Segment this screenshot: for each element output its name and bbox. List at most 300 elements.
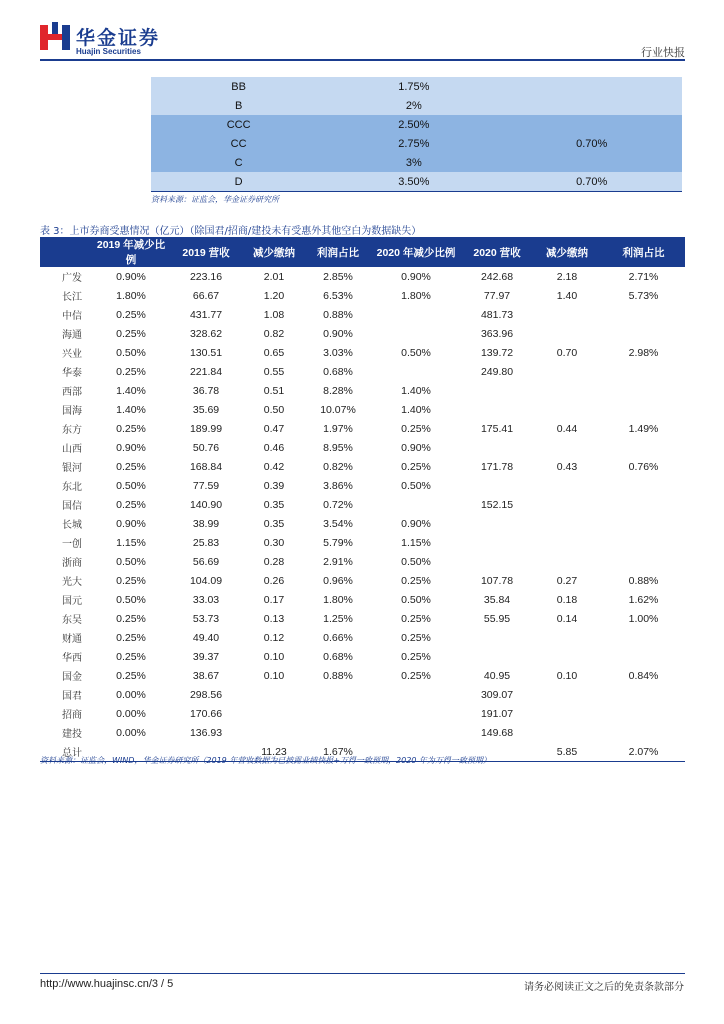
table-cell [602,685,685,704]
rating-row [151,115,682,134]
column-header: 2020 年减少比例 [370,237,462,267]
table-cell: 0.14 [556,612,578,625]
table-cell: 363.96 [480,327,514,340]
table-cell: 0.70 [556,346,578,359]
table-cell: 242.68 [480,270,514,283]
table-cell: 0.00% [116,707,146,720]
table-cell: 0.27 [556,574,578,587]
table-cell: 0.50% [116,346,146,359]
table-cell [602,305,685,324]
table-cell: 8.95% [323,441,353,454]
table-cell [602,723,685,742]
table-cell: 0.43 [556,460,578,473]
broker-name-cell: 总计 [40,742,92,762]
huajin-logo-icon [40,22,70,52]
table-cell [602,362,685,381]
table-cell: 2.01 [263,270,285,283]
table-cell: 0.28 [263,555,285,568]
table-cell: 38.99 [192,517,220,530]
table-row [40,267,685,286]
table-cell: 2.07% [602,742,685,762]
broker-name-cell: 中信 [62,311,82,322]
table-cell [306,723,370,742]
table-cell: 8.28% [323,384,353,397]
table-cell [370,495,462,514]
table-cell: 149.68 [480,726,514,739]
table-row [40,343,685,362]
rating-grade-cell: BB [151,77,326,96]
table-cell: 53.73 [192,612,220,625]
rating-grade-cell: CCC [151,115,326,134]
table-cell: 0.50 [263,403,285,416]
table-cell: 0.25% [116,460,146,473]
table-cell: 1.80% [116,289,146,302]
logo-english-name: Huajin Securities [76,47,141,56]
table-row [40,609,685,628]
table-cell: 0.46 [263,441,285,454]
broker-name-cell: 国君 [62,691,82,702]
table-row [40,666,685,685]
table-cell: 0.65 [263,346,285,359]
table-cell: 0.50% [116,479,146,492]
table-cell: 0.50% [116,555,146,568]
table-cell: 136.93 [189,726,223,739]
rating-row [151,153,682,172]
table-cell: 168.84 [189,460,223,473]
table-cell: 0.47 [263,422,285,435]
table-cell: 0.82% [323,460,353,473]
table-cell [602,552,685,571]
broker-name-cell: 国海 [62,406,82,417]
table-cell: 175.41 [480,422,514,435]
table-cell: 0.90% [401,517,431,530]
broker-name-cell: 长江 [62,292,82,303]
broker-name-cell: 东北 [62,482,82,493]
table-cell [532,514,602,533]
table-cell: 0.35 [263,517,285,530]
table-cell: 50.76 [192,441,220,454]
table-cell: 0.26 [263,574,285,587]
table-cell: 0.18 [556,593,578,606]
table-cell: 77.59 [192,479,220,492]
table-cell: 38.67 [192,669,220,682]
table-cell: 2.98% [628,346,659,359]
table-cell: 77.97 [483,289,511,302]
rating-extra-cell [501,153,682,172]
table-cell: 39.37 [192,650,220,663]
broker-name-cell: 国信 [62,501,82,512]
rating-extra-cell [501,96,682,115]
table-cell: 0.25% [401,574,431,587]
table-cell: 0.00% [116,688,146,701]
table-cell [602,495,685,514]
table-cell: 0.12 [263,631,285,644]
column-header: 2020 营收 [462,237,532,267]
table-cell [370,362,462,381]
table-row [40,495,685,514]
table-cell: 0.25% [116,498,146,511]
rating-grade-cell: C [151,153,326,172]
table-row [40,438,685,457]
table-cell [462,476,532,495]
table-cell [532,362,602,381]
table-cell: 0.42 [263,460,285,473]
broker-name-cell: 长城 [62,520,82,531]
table-cell: 0.66% [323,631,353,644]
section-label: 行业快报 [641,46,685,59]
table-cell: 66.67 [192,289,220,302]
table-cell [370,685,462,704]
table-cell: 2.71% [628,270,659,283]
table-cell [242,723,306,742]
broker-name-cell: 兴业 [62,349,82,360]
table-cell [532,438,602,457]
table-cell: 0.51 [263,384,285,397]
table-cell: 1.40 [556,289,578,302]
table-cell: 11.23 [242,742,306,762]
table-cell [532,495,602,514]
logo-chinese-name: 华金证券 [76,27,161,49]
table-cell: 0.55 [263,365,285,378]
table-cell: 107.78 [480,574,514,587]
table-cell: 3.03% [323,346,353,359]
table-cell [306,685,370,704]
rating-grade-cell: D [151,172,326,192]
table-cell: 0.68% [323,650,353,663]
table-cell: 10.07% [320,403,356,416]
table-cell: 1.25% [323,612,353,625]
table-cell [306,704,370,723]
table-cell [370,704,462,723]
table-row [40,704,685,723]
broker-name-cell: 招商 [62,710,82,721]
table-cell: 0.10 [263,669,285,682]
table-cell: 1.80% [401,289,431,302]
table-cell: 0.25% [401,460,431,473]
table-cell [602,438,685,457]
table-cell: 0.25% [116,612,146,625]
table-row [40,514,685,533]
table-cell: 0.30 [263,536,285,549]
rating-row [151,134,682,153]
table-cell [462,533,532,552]
table-cell: 5.85 [532,742,602,762]
table-row [40,381,685,400]
page-header [40,22,685,60]
table-cell: 298.56 [189,688,223,701]
table-row [40,305,685,324]
table-cell: 3.54% [323,517,353,530]
table-cell: 1.15% [401,536,431,549]
rating-extra-cell: 0.70% [501,172,682,192]
table-cell: 0.17 [263,593,285,606]
table-cell: 431.77 [189,308,223,321]
table-cell: 0.50% [401,593,431,606]
table-cell: 0.90% [401,270,431,283]
table-cell: 0.90% [116,270,146,283]
table3-source: 资料来源：证监会，WIND，华金证券研究所（2019 年营收数据为已披露业绩快报+万得一致预期，2020 年为万得一致预期） [40,756,491,765]
table-cell [532,533,602,552]
table-cell: 0.84% [628,669,659,682]
broker-name-cell: 财通 [62,634,82,645]
table-cell: 0.25% [116,422,146,435]
broker-name-cell: 建投 [62,729,82,740]
table-row [40,647,685,666]
table-cell: 1.15% [116,536,146,549]
table-cell [532,324,602,343]
table-row [40,286,685,305]
table-cell: 0.88% [323,308,353,321]
table-cell: 0.82 [263,327,285,340]
table-cell: 0.50% [401,346,431,359]
table-cell: 0.25% [116,574,146,587]
table-cell: 139.72 [480,346,514,359]
table-cell: 1.40% [116,384,146,397]
rating-extra-cell [501,115,682,134]
table-cell: 0.72% [323,498,353,511]
table-cell [532,685,602,704]
table-cell: 1.08 [263,308,285,321]
table-cell: 49.40 [192,631,220,644]
table-cell: 0.25% [116,631,146,644]
table-cell: 481.73 [480,308,514,321]
table-cell: 189.99 [189,422,223,435]
table-cell [462,628,532,647]
table-cell [532,647,602,666]
table-cell [462,647,532,666]
table-cell [532,305,602,324]
table-cell: 2.18 [556,270,578,283]
table-cell: 1.49% [628,422,659,435]
table-cell: 0.25% [116,650,146,663]
broker-name-cell: 山西 [62,444,82,455]
table-cell [602,628,685,647]
table-cell: 5.73% [628,289,659,302]
table-cell [602,514,685,533]
column-header: 减少缴纳 [532,237,602,267]
table-cell [602,400,685,419]
broker-name-cell: 银河 [62,463,82,474]
table-cell: 221.84 [189,365,223,378]
broker-name-cell: 光大 [62,577,82,588]
table-cell: 191.07 [480,707,514,720]
table-cell: 0.10 [556,669,578,682]
broker-name-cell: 东方 [62,425,82,436]
table-cell: 35.69 [192,403,220,416]
table-cell [532,628,602,647]
rating-row [151,96,682,115]
table-cell: 33.03 [192,593,220,606]
table-cell: 0.25% [116,669,146,682]
table-row [40,419,685,438]
table-cell: 40.95 [483,669,511,682]
table-cell: 0.90% [323,327,353,340]
table-cell: 5.79% [323,536,353,549]
table-row [40,723,685,742]
table-cell: 3.86% [323,479,353,492]
table-cell: 0.88% [628,574,659,587]
broker-benefit-table [40,237,685,762]
table-cell [532,476,602,495]
column-header: 利润占比 [306,237,370,267]
rating-rate-cell: 1.75% [326,77,501,96]
rating-extra-cell: 0.70% [501,134,682,153]
table-cell [602,647,685,666]
rating-row [151,172,682,192]
column-header: 减少缴纳 [242,237,306,267]
table-cell: 1.80% [323,593,353,606]
table-cell [242,685,306,704]
column-header: 2019 营收 [170,237,242,267]
broker-name-cell: 华泰 [62,368,82,379]
broker-name-cell: 东吴 [62,615,82,626]
rating-rate-cell: 3.50% [326,172,501,192]
table-cell: 0.88% [323,669,353,682]
table-cell [602,476,685,495]
table-row [40,552,685,571]
table-cell: 6.53% [323,289,353,302]
table-cell: 1.62% [628,593,659,606]
table-row [40,685,685,704]
table-cell: 36.78 [192,384,220,397]
table-cell: 1.20 [263,289,285,302]
table-cell: 0.25% [116,365,146,378]
table-cell [602,381,685,400]
table-cell [532,381,602,400]
table-cell: 104.09 [189,574,223,587]
broker-name-cell: 一创 [62,539,82,550]
table-cell: 0.25% [401,669,431,682]
rating-rate-cell: 2.75% [326,134,501,153]
table-cell: 0.25% [401,612,431,625]
table-cell [462,438,532,457]
table-cell [370,723,462,742]
rating-grade-cell: CC [151,134,326,153]
table-cell: 0.35 [263,498,285,511]
table-cell: 2.91% [323,555,353,568]
footer-divider [40,973,685,974]
footer-disclaimer: 请务必阅读正文之后的免责条款部分 [524,982,684,993]
rating-table [151,77,682,192]
table-row [40,400,685,419]
table-cell: 0.96% [323,574,353,587]
table-cell [462,400,532,419]
table-cell: 0.50% [401,479,431,492]
table3-title: 表 3：上市券商受惠情况（亿元）（除国君/招商/建投未有受惠外其他空白为数据缺失） [40,226,422,237]
table-cell [532,552,602,571]
table-row [40,590,685,609]
rating-rate-cell: 3% [326,153,501,172]
table-cell: 0.68% [323,365,353,378]
table-cell: 140.90 [189,498,223,511]
table-header-row [40,237,685,267]
broker-name-cell: 华西 [62,653,82,664]
table-row [40,628,685,647]
rating-table-source: 资料来源：证监会，华金证券研究所 [151,195,279,204]
table-cell: 0.39 [263,479,285,492]
table-cell: 1.40% [401,403,431,416]
table-cell: 328.62 [189,327,223,340]
table-cell: 1.97% [323,422,353,435]
table-cell: 0.90% [116,441,146,454]
table-row [40,476,685,495]
rating-grade-cell: B [151,96,326,115]
table-cell [532,704,602,723]
table-cell: 249.80 [480,365,514,378]
table-cell: 1.40% [401,384,431,397]
table-cell: 223.16 [189,270,223,283]
broker-name-cell: 浙商 [62,558,82,569]
table-cell: 0.25% [401,650,431,663]
table-cell [462,514,532,533]
column-header: 2019 年减少比例 [92,237,170,267]
table-cell: 309.07 [480,688,514,701]
table-cell: 0.25% [401,422,431,435]
broker-name-cell: 西部 [62,387,82,398]
table-row [40,533,685,552]
table-cell: 152.15 [480,498,514,511]
table-cell: 0.10 [263,650,285,663]
table-cell: 0.25% [401,631,431,644]
column-header [40,237,92,267]
table-cell: 0.50% [401,555,431,568]
table-cell [242,704,306,723]
table-cell: 56.69 [192,555,220,568]
table-cell: 171.78 [480,460,514,473]
table-cell: 170.66 [189,707,223,720]
table-cell [532,723,602,742]
table-row [40,362,685,381]
table-cell [602,324,685,343]
rating-row [151,77,682,96]
table-cell [602,533,685,552]
table-cell: 0.00% [116,726,146,739]
broker-name-cell: 海通 [62,330,82,341]
rating-rate-cell: 2.50% [326,115,501,134]
rating-extra-cell [501,77,682,96]
table-cell [370,305,462,324]
table-cell [462,381,532,400]
table-cell: 1.00% [628,612,659,625]
table-cell: 0.90% [401,441,431,454]
table-cell: 25.83 [192,536,220,549]
header-divider [40,59,685,61]
broker-name-cell: 国金 [62,672,82,683]
table-row [40,571,685,590]
table-cell: 0.90% [116,517,146,530]
table-cell [462,552,532,571]
table-cell: 130.51 [189,346,223,359]
table-cell: 55.95 [483,612,511,625]
broker-name-cell: 国元 [62,596,82,607]
table-cell: 0.44 [556,422,578,435]
table-cell: 0.25% [116,327,146,340]
footer-url-page: http://www.huajinsc.cn/3 / 5 [40,978,174,990]
broker-name-cell: 广发 [62,273,82,284]
column-header: 利润占比 [602,237,685,267]
table-cell [370,324,462,343]
table-row [40,324,685,343]
table-cell: 2.85% [323,270,353,283]
table-cell: 0.50% [116,593,146,606]
table-cell [602,704,685,723]
table-cell: 1.67% [306,742,370,762]
table-cell: 0.25% [116,308,146,321]
table-cell [532,400,602,419]
table-cell: 35.84 [483,593,511,606]
table-cell: 0.13 [263,612,285,625]
rating-rate-cell: 2% [326,96,501,115]
